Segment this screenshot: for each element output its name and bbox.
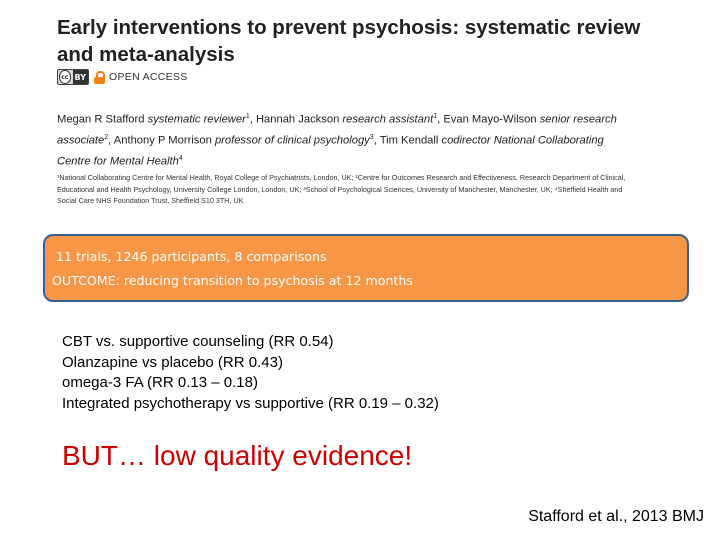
author-role: senior research associate — [57, 113, 617, 147]
result-item: CBT vs. supportive counseling (RR 0.54) — [62, 333, 334, 350]
creative-commons-logo — [57, 69, 89, 85]
caveat-text: BUT… low quality evidence! — [62, 440, 413, 471]
cc-by-label: BY — [73, 70, 88, 84]
cc-icon: cc — [59, 70, 71, 84]
author-role: professor of clinical psychology — [214, 134, 370, 147]
affiliations: ¹National Collaborating Centre for Mental Health, Royal College of Psychiatrists, London, UK; ²Centre for Outcomes Research and Effectiveness, Research Department of Clinical, Educational and Health Psychology, University College London, London, UK; ³School of Psychological Sciences, University of Manchester, Manchester, UK; ⁴Sheffield Health and Social Care NHS Foundation Trust, Sheffield S10 3TH, UK — [57, 173, 626, 205]
paper-title: Early interventions to prevent psychosis: systematic review and meta-analysis — [57, 16, 641, 66]
author-affiliation-mark: 4 — [178, 155, 183, 163]
result-item: omega-3 FA (RR 0.13 – 0.18) — [62, 374, 258, 391]
open-access-row — [57, 68, 188, 86]
open-access-lock-icon — [94, 71, 105, 84]
author-role: codirector National Collaborating Centre for Mental Health — [57, 134, 604, 169]
author-role: research assistant — [342, 113, 434, 126]
author-name: Tim Kendall — [379, 134, 439, 147]
citation: Stafford et al., 2013 BMJ — [528, 508, 704, 525]
author-name: Evan Mayo-Wilson — [443, 113, 537, 126]
author-affiliation-mark: 1 — [245, 113, 250, 120]
summary-trials: 11 trials, 1246 participants, 8 comparisons — [56, 249, 327, 264]
author-name: Anthony P Morrison — [113, 134, 212, 147]
author-affiliation-mark: 3 — [369, 134, 374, 142]
result-item: Integrated psychotherapy vs supportive (RR 0.19 – 0.32) — [62, 394, 439, 412]
author-role: systematic reviewer — [147, 113, 246, 126]
open-access-label: OPEN ACCESS — [109, 71, 188, 83]
author-name: Megan R Stafford — [57, 113, 145, 126]
author-affiliation-mark: 2 — [104, 134, 109, 142]
summary-outcome: OUTCOME: reducing transition to psychosis at 12 months — [52, 273, 413, 288]
author-affiliation-mark: 1 — [433, 113, 438, 120]
summary-box — [43, 234, 689, 302]
result-item: Olanzapine vs placebo (RR 0.43) — [62, 353, 283, 371]
results-list — [62, 332, 439, 414]
author-name: Hannah Jackson — [255, 113, 340, 126]
author-list: Megan R Stafford systematic reviewer$^1$, Hannah Jackson research assistant$^1$, Evan Mayo-Wilson senior research associate$^2$, Anthony P Morrison professor of clinical psychology$^3$, Tim Kendall codirector National Collaborating Centre for Mental Health$^4$ — [57, 113, 617, 169]
